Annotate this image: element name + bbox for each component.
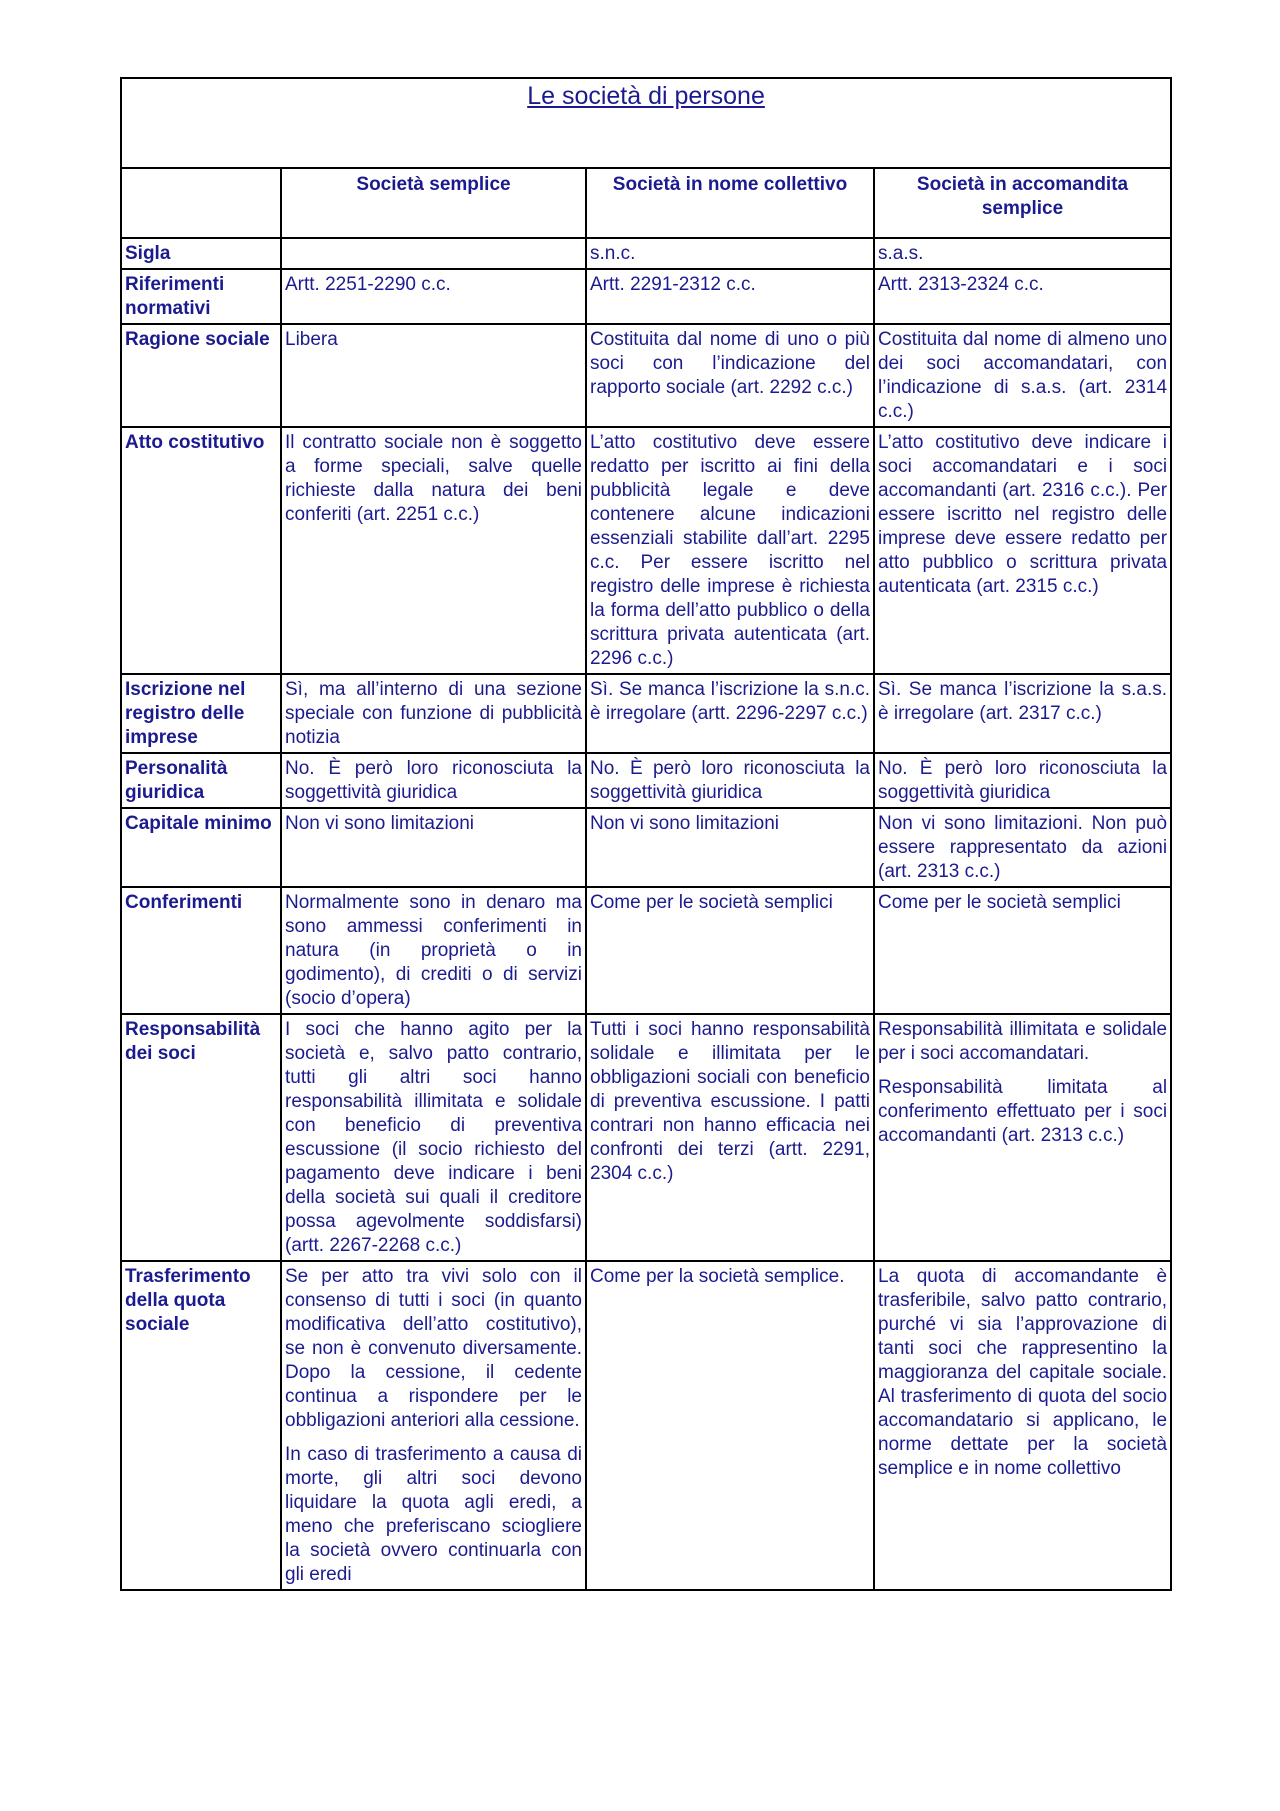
column-header-societa-semplice: Società semplice: [281, 168, 586, 238]
cell-text: Non vi sono limitazioni: [590, 813, 780, 834]
cell-atto-costitutivo-societa-semplice: [281, 427, 586, 674]
row-header-responsabilita-soci: Responsabilità dei soci: [121, 1014, 281, 1261]
table-row-iscrizione-registro: [121, 674, 1171, 753]
cell-trasferimento-quota-snc: [586, 1261, 874, 1590]
cell-text: Non vi sono limitazioni: [285, 813, 475, 834]
table-row-trasferimento-quota: [121, 1261, 1171, 1590]
cell-text: Costituita dal nome di almeno uno dei soci accomandatari, con l’indicazione di s.a.s. (art. 2314 c.c.): [878, 329, 1168, 422]
column-header-sas: Società in accomandita semplice: [874, 168, 1171, 238]
cell-ragione-sociale-societa-semplice: [281, 324, 586, 427]
cell-text: Non vi sono limitazioni. Non può essere rappresentato da azioni (art. 2313 c.c.): [878, 813, 1168, 882]
table-row-personalita-giuridica: [121, 753, 1171, 808]
cell-text: Artt. 2313-2324 c.c.: [878, 274, 1044, 295]
cell-text: s.a.s.: [878, 243, 924, 264]
cell-conferimenti-societa-semplice: [281, 887, 586, 1014]
cell-text: Responsabilità illimitata e solidale per i soci accomandatari.: [878, 1019, 1168, 1064]
cell-text: No. È però loro riconosciuta la soggettività giuridica: [285, 758, 582, 803]
cell-text: Sì. Se manca l’iscrizione la s.n.c. è irregolare (artt. 2296-2297 c.c.): [590, 679, 870, 724]
table-row-atto-costitutivo: [121, 427, 1171, 674]
cell-text: Libera: [285, 329, 338, 350]
cell-sigla-sas: [874, 238, 1171, 269]
cell-text: La quota di accomandante è trasferibile, salvo patto contrario, purché vi sia l’approvazione di tanti soci che rappresentino la maggioranza del capitale sociale. Al trasferimento di quota del socio accomandatario si applicano, le norme dettate per la società semplice e in nome collettivo: [878, 1266, 1168, 1479]
cell-sigla-societa-semplice: [281, 238, 586, 269]
table-row-sigla: [121, 238, 1171, 269]
cell-text: Tutti i soci hanno responsabilità solidale e illimitata per le obbligazioni sociali con beneficio di preventiva escussione. I patti contrari non hanno efficacia nei confronti dei terzi (artt. 2291, 2304 c.c.): [590, 1019, 870, 1184]
cell-text: Se per atto tra vivi solo con il consenso di tutti i soci (in quanto modificativa dell’atto costitutivo), se non è convenuto diversamente. Dopo la cessione, il cedente continua a rispondere per le obbligazioni anteriori alla cessione.: [285, 1266, 582, 1431]
cell-text: No. È però loro riconosciuta la soggettività giuridica: [590, 758, 870, 803]
title-row: [121, 78, 1171, 168]
cell-text: Normalmente sono in denaro ma sono ammessi conferimenti in natura (in proprietà o in godimento), di crediti o di servizi (socio d’opera): [285, 892, 582, 1009]
cell-personalita-giuridica-sas: [874, 753, 1171, 808]
cell-text: Come per le società semplici: [878, 892, 1121, 913]
cell-ragione-sociale-sas: [874, 324, 1171, 427]
cell-text: No. È però loro riconosciuta la soggettività giuridica: [878, 758, 1168, 803]
comparison-table: [120, 77, 1172, 1591]
cell-riferimenti-normativi-societa-semplice: [281, 269, 586, 324]
table-row-responsabilita-soci: [121, 1014, 1171, 1261]
title-cell: [121, 78, 1171, 168]
cell-capitale-minimo-snc: [586, 808, 874, 887]
cell-text: s.n.c.: [590, 243, 636, 264]
page-title: Le società di persone: [527, 82, 765, 110]
cell-atto-costitutivo-sas: [874, 427, 1171, 674]
table-row-conferimenti: [121, 887, 1171, 1014]
cell-text: In caso di trasferimento a causa di morte, gli altri soci devono liquidare la quota agli eredi, a meno che preferiscano sciogliere la società ovvero continuarla con gli eredi: [285, 1444, 582, 1585]
cell-capitale-minimo-societa-semplice: [281, 808, 586, 887]
cell-trasferimento-quota-sas: [874, 1261, 1171, 1590]
column-header-snc: Società in nome collettivo: [586, 168, 874, 238]
row-header-atto-costitutivo: Atto costitutivo: [121, 427, 281, 674]
cell-text: Come per la società semplice.: [590, 1266, 845, 1287]
cell-atto-costitutivo-snc: [586, 427, 874, 674]
cell-text: L’atto costitutivo deve indicare i soci accomandatari e i soci accomandanti (art. 2316 c.c.). Per essere iscritto nel registro delle imprese deve essere redatto per atto pubblico o scrittura privata autenticata (art. 2315 c.c.): [878, 432, 1168, 597]
cell-iscrizione-registro-societa-semplice: [281, 674, 586, 753]
cell-text: Costituita dal nome di uno o più soci con l’indicazione del rapporto sociale (art. 2292 c.c.): [590, 329, 870, 398]
row-header-conferimenti: Conferimenti: [121, 887, 281, 1014]
cell-ragione-sociale-snc: [586, 324, 874, 427]
row-header-personalita-giuridica: Personalità giuridica: [121, 753, 281, 808]
table-row-riferimenti-normativi: [121, 269, 1171, 324]
cell-responsabilita-soci-snc: [586, 1014, 874, 1261]
cell-riferimenti-normativi-snc: [586, 269, 874, 324]
row-header-sigla: Sigla: [121, 238, 281, 269]
cell-text: Come per le società semplici: [590, 892, 833, 913]
cell-riferimenti-normativi-sas: [874, 269, 1171, 324]
cell-iscrizione-registro-sas: [874, 674, 1171, 753]
corner-cell: [121, 168, 281, 238]
cell-text: L’atto costitutivo deve essere redatto per iscritto ai fini della pubblicità legale e deve contenere alcune indicazioni essenziali stabilite dall’art. 2295 c.c. Per essere iscritto nel registro delle imprese è richiesta la forma dell’atto pubblico o della scrittura privata autenticata (art. 2296 c.c.): [590, 432, 870, 669]
table-row-ragione-sociale: [121, 324, 1171, 427]
cell-capitale-minimo-sas: [874, 808, 1171, 887]
row-header-capitale-minimo: Capitale minimo: [121, 808, 281, 887]
cell-personalita-giuridica-societa-semplice: [281, 753, 586, 808]
cell-sigla-snc: [586, 238, 874, 269]
row-header-riferimenti-normativi: Riferimenti normativi: [121, 269, 281, 324]
cell-conferimenti-snc: [586, 887, 874, 1014]
cell-text: Il contratto sociale non è soggetto a forme speciali, salve quelle richieste dalla natura dei beni conferiti (art. 2251 c.c.): [285, 432, 582, 525]
cell-personalita-giuridica-snc: [586, 753, 874, 808]
cell-text: I soci che hanno agito per la società e, salvo patto contrario, tutti gli altri soci hanno responsabilità illimitata e solidale con beneficio di preventiva escussione (il socio richiesto del pagamento deve indicare i beni della società sui quali il creditore possa agevolmente soddisfarsi) (artt. 2267-2268 c.c.): [285, 1019, 582, 1256]
cell-iscrizione-registro-snc: [586, 674, 874, 753]
cell-text: Artt. 2251-2290 c.c.: [285, 274, 451, 295]
cell-responsabilita-soci-societa-semplice: [281, 1014, 586, 1261]
table-row-capitale-minimo: [121, 808, 1171, 887]
cell-text: Responsabilità limitata al conferimento effettuato per i soci accomandanti (art. 2313 c.c.): [878, 1077, 1168, 1146]
cell-text: Sì. Se manca l’iscrizione la s.a.s. è irregolare (art. 2317 c.c.): [878, 679, 1168, 724]
cell-text: Artt. 2291-2312 c.c.: [590, 274, 756, 295]
column-header-row: [121, 168, 1171, 238]
cell-conferimenti-sas: [874, 887, 1171, 1014]
row-header-trasferimento-quota: Trasferimento della quota sociale: [121, 1261, 281, 1590]
row-header-iscrizione-registro: Iscrizione nel registro delle imprese: [121, 674, 281, 753]
cell-responsabilita-soci-sas: [874, 1014, 1171, 1261]
cell-text: Sì, ma all’interno di una sezione speciale con funzione di pubblicità notizia: [285, 679, 582, 748]
row-header-ragione-sociale: Ragione sociale: [121, 324, 281, 427]
cell-trasferimento-quota-societa-semplice: [281, 1261, 586, 1590]
